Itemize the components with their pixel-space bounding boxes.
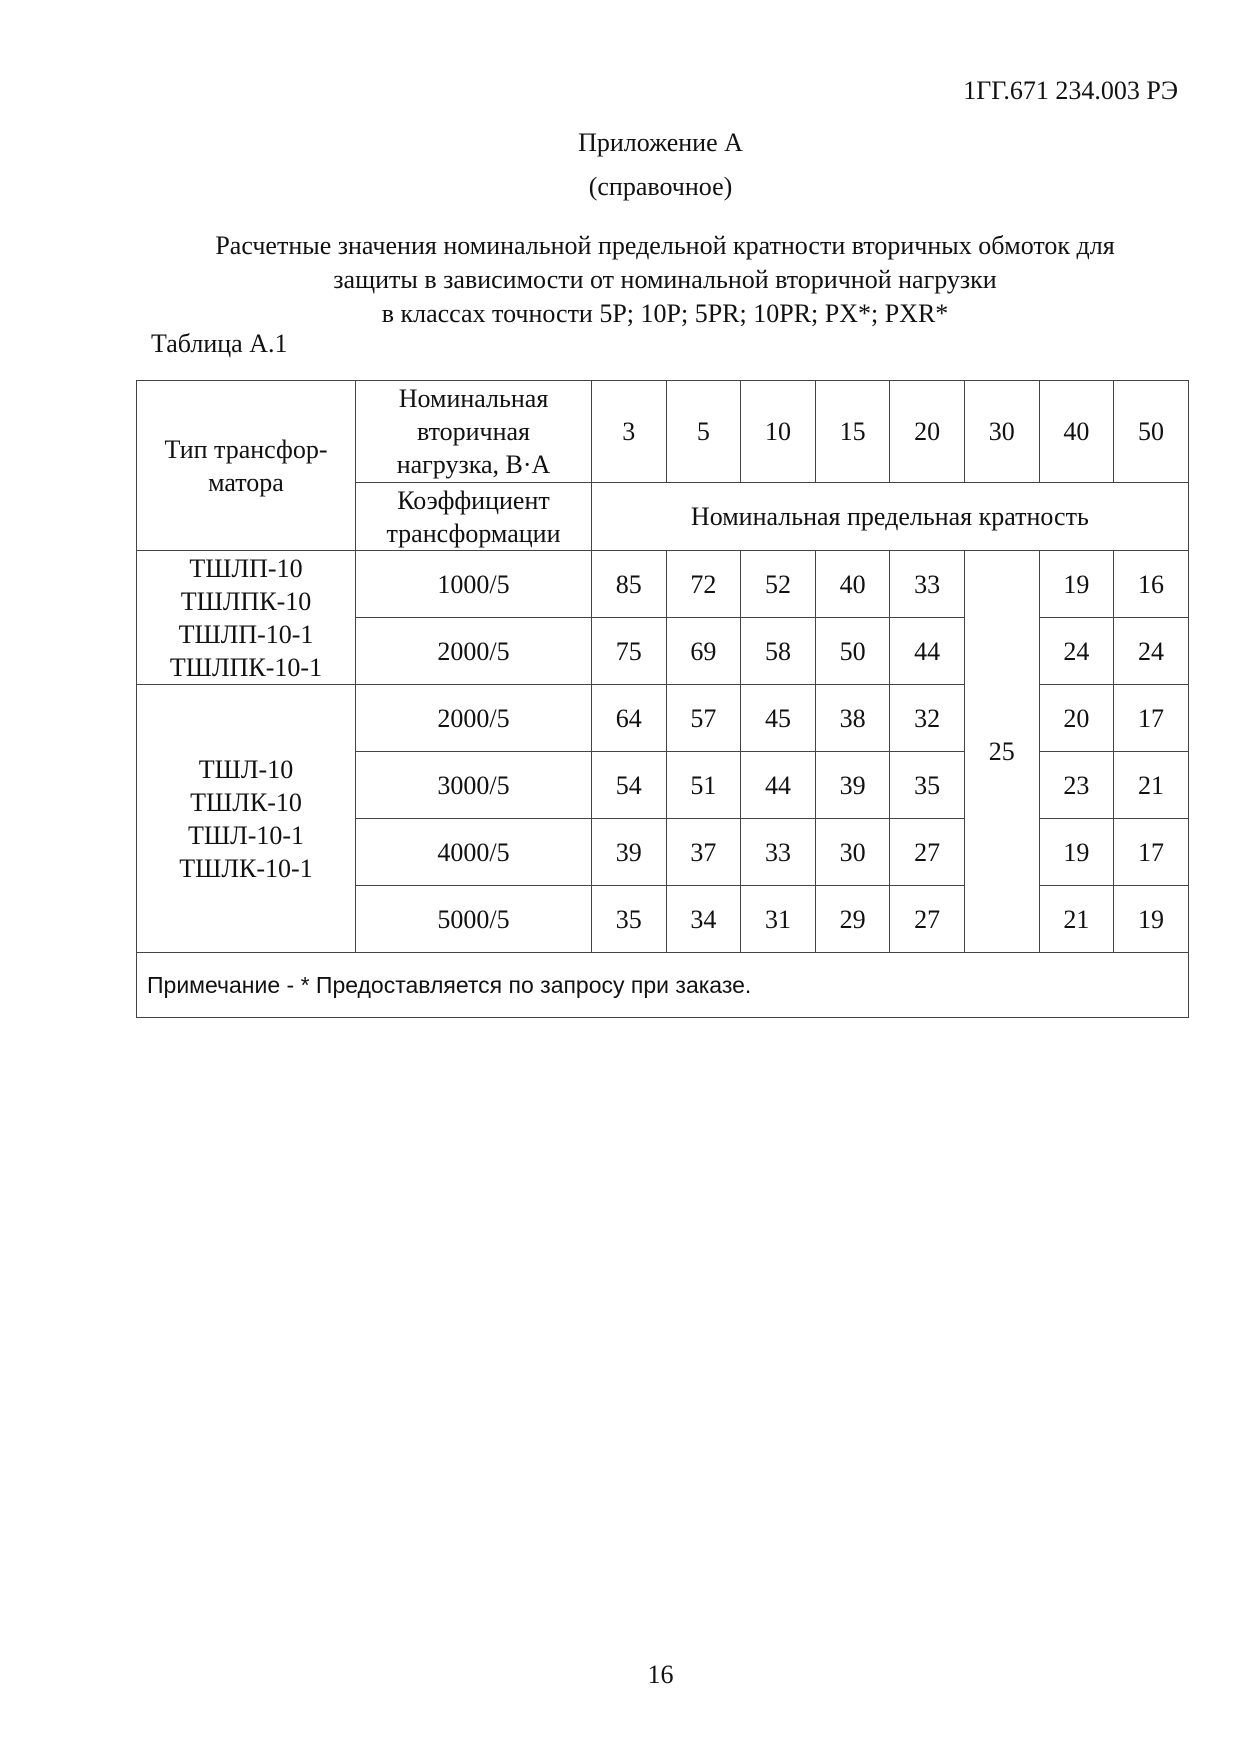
value-cell: 31 <box>741 886 816 953</box>
transformer-type: ТШЛ-10 <box>198 754 294 784</box>
transformer-types-cell <box>137 685 356 953</box>
title-line: защиты в зависимости от номинальной вторичной нагрузки <box>333 265 997 294</box>
value-cell: 44 <box>741 752 816 819</box>
value-cell: 24 <box>1039 618 1114 685</box>
header-text: Коэффициент <box>397 485 550 515</box>
value-cell: 20 <box>1039 685 1114 752</box>
value-cell: 16 <box>1114 551 1189 618</box>
ratio-cell: 3000/5 <box>356 752 592 819</box>
value-cell: 52 <box>741 551 816 618</box>
header-text: вторичная <box>416 417 531 446</box>
value-cell: 58 <box>741 618 816 685</box>
title-line: Расчетные значения номинальной предельной кратности вторичных обмоток для <box>215 231 1115 260</box>
value-cell: 19 <box>1039 819 1114 886</box>
table-caption: Таблица А.1 <box>151 329 288 358</box>
transformer-type: ТШЛП-10-1 <box>178 619 314 649</box>
transformer-type: ТШЛПК-10 <box>180 586 312 616</box>
transformer-type: ТШЛК-10-1 <box>179 853 313 883</box>
ratio-cell: 5000/5 <box>356 886 592 953</box>
transformer-type: ТШЛП-10 <box>189 553 303 583</box>
header-text: трансформации <box>386 518 561 548</box>
load-value: 20 <box>890 381 965 483</box>
merged-value-cell-30va: 25 <box>964 551 1039 953</box>
load-value: 30 <box>964 381 1039 483</box>
value-cell: 33 <box>741 819 816 886</box>
transformer-type: ТШЛ-10-1 <box>187 820 305 850</box>
value-cell: 27 <box>890 886 965 953</box>
value-cell: 38 <box>815 685 890 752</box>
load-value: 15 <box>815 381 890 483</box>
value-cell: 32 <box>890 685 965 752</box>
value-cell: 21 <box>1114 752 1189 819</box>
value-cell: 19 <box>1039 551 1114 618</box>
value-cell: 23 <box>1039 752 1114 819</box>
ratio-cell: 2000/5 <box>356 618 592 685</box>
transformer-type: ТШЛК-10 <box>190 787 302 817</box>
note-row <box>137 953 1189 1018</box>
value-cell: 64 <box>592 685 667 752</box>
value-cell: 33 <box>890 551 965 618</box>
header-text: Номинальная <box>398 384 549 413</box>
value-cell: 72 <box>666 551 741 618</box>
load-value: 10 <box>741 381 816 483</box>
value-cell: 75 <box>592 618 667 685</box>
header-limit-factor: Номинальная предельная кратность <box>592 483 1189 551</box>
transformer-type: ТШЛПК-10-1 <box>169 652 323 682</box>
value-cell: 85 <box>592 551 667 618</box>
value-cell: 29 <box>815 886 890 953</box>
value-cell: 17 <box>1114 819 1189 886</box>
header-row-loads <box>137 381 1189 483</box>
appendix-type: (справочное) <box>588 172 733 201</box>
value-cell: 34 <box>666 886 741 953</box>
value-cell: 35 <box>890 752 965 819</box>
page-number: 16 <box>647 1660 674 1689</box>
header-transformer-type <box>137 381 356 551</box>
value-cell: 21 <box>1039 886 1114 953</box>
value-cell: 69 <box>666 618 741 685</box>
value-cell: 50 <box>815 618 890 685</box>
value-cell: 57 <box>666 685 741 752</box>
value-cell: 39 <box>592 819 667 886</box>
load-value: 3 <box>592 381 667 483</box>
transformer-types-cell <box>137 551 356 685</box>
value-cell: 40 <box>815 551 890 618</box>
header-transformation-ratio <box>356 483 592 551</box>
table-row <box>137 551 1189 618</box>
title-line: в классах точности 5P; 10P; 5PR; 10PR; PX*; PXR* <box>381 299 949 328</box>
ratio-cell: 2000/5 <box>356 685 592 752</box>
value-cell: 54 <box>592 752 667 819</box>
table-note: Примечание - * Предоставляется по запросу при заказе. <box>137 953 1189 1018</box>
table-title <box>140 229 1190 331</box>
value-cell: 45 <box>741 685 816 752</box>
limit-factor-table <box>136 380 1189 1018</box>
load-value: 40 <box>1039 381 1114 483</box>
value-cell: 44 <box>890 618 965 685</box>
value-cell: 24 <box>1114 618 1189 685</box>
appendix-title: Приложение А <box>578 128 743 157</box>
ratio-cell: 1000/5 <box>356 551 592 618</box>
header-secondary-load <box>356 381 592 483</box>
document-code: 1ГГ.671 234.003 РЭ <box>963 76 1178 105</box>
value-cell: 51 <box>666 752 741 819</box>
header-text: матора <box>208 467 284 497</box>
value-cell: 27 <box>890 819 965 886</box>
header-text: нагрузка, В·А <box>396 450 551 479</box>
value-cell: 17 <box>1114 685 1189 752</box>
load-value: 5 <box>666 381 741 483</box>
value-cell: 35 <box>592 886 667 953</box>
value-cell: 37 <box>666 819 741 886</box>
value-cell: 19 <box>1114 886 1189 953</box>
ratio-cell: 4000/5 <box>356 819 592 886</box>
load-value: 50 <box>1114 381 1189 483</box>
header-text: Тип трансфор- <box>164 434 328 464</box>
value-cell: 39 <box>815 752 890 819</box>
value-cell: 30 <box>815 819 890 886</box>
